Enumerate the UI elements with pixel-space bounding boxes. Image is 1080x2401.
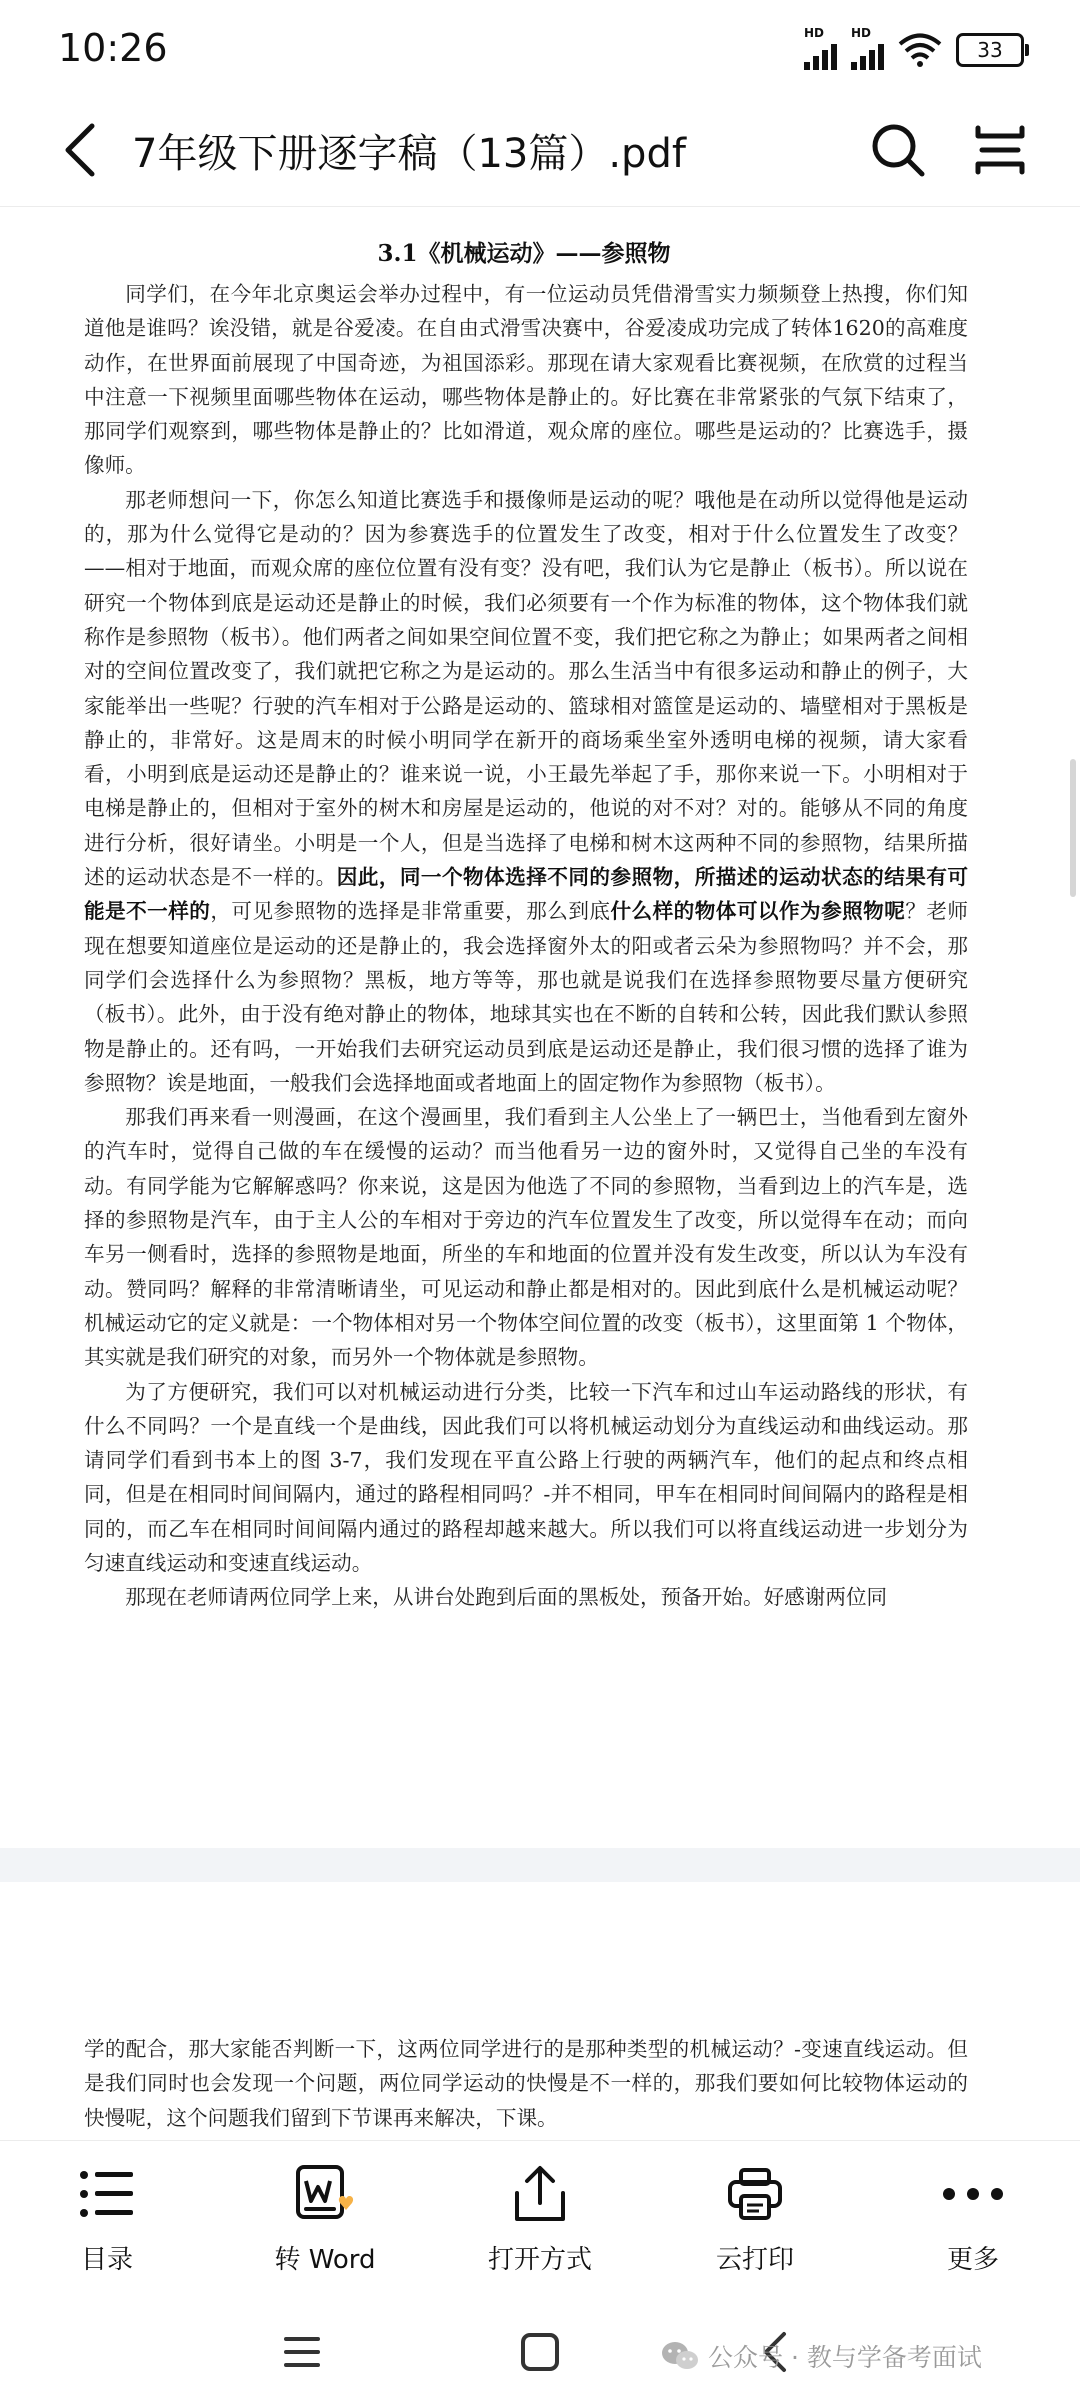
paragraph [84, 483, 968, 1100]
paragraph: 学的配合，那大家能否判断一下，这两位同学进行的是那种类型的机械运动？-变速直线运动。但是我们同时也会发现一个问题，两位同学运动的快慢是不一样的，那我们要如何比较物体运动的快慢呢，这个问题我们留到下节课再来解决，下课。 [84, 2037, 968, 2130]
signal-hd-label: HD [851, 26, 872, 40]
title-bar [0, 100, 1080, 207]
paragraph [84, 277, 968, 483]
signal-icon [851, 26, 884, 70]
toolbar-more-label: 更多 [946, 2245, 999, 2275]
toolbar-convert-word-button[interactable] [240, 2159, 410, 2276]
word-convert-icon [294, 2163, 356, 2225]
toolbar-cloud-print-label: 云打印 [715, 2245, 794, 2275]
printer-icon [726, 2166, 784, 2222]
fold-icon[interactable] [972, 122, 1028, 178]
text-segment: 那老师想问一下，你怎么知道比赛选手和摄像师是运动的呢？哦他是在动所以觉得他是运动的，那为什么觉得它是动的？因为参赛选手的位置发生了改变，相对于什么位置发生了改变？——相对于地面，而观众席的座位位置有没有变？没有吧，我们认为它是静止（板书）。所以说在研究一个物体到底是运动还是静止的时候，我们必须要有一个作为标准的物体，这个物体我们就称作是参照物（板书）。他们两者之间如果空间位置不变，我们把它称之为静止；如果两者之间相对的空间位置改变了，我们就把它称之为是运动的。那么生活当中有很多运动和静止的例子，大家能举出一些呢？行驶的汽车相对于公路是运动的、篮球相对篮筐是运动的、墙壁相对于黑板是静止的，非常好。这是周末的时候小明同学在新开的商场乘坐室外透明电梯的视频，请大家看看，小明到底是运动还是静止的？谁来说一说，小王最先举起了手，那你来说一下。小明相对于电梯是静止的，但相对于室外的树木和房屋是运动的，他说的对不对？对的。能够从不同的角度进行分析，很好请坐。小明是一个人，但是当选择了电梯和树木这两种不同的参照物，结果所描述的运动状态是不一样的。 [84, 487, 968, 890]
text-segment: ，可见参照物的选择是非常重要，那么到底 [210, 899, 611, 924]
toolbar-convert-word-label: 转 Word [274, 2245, 376, 2275]
toolbar-cloud-print-button[interactable] [670, 2159, 840, 2276]
bold-text: 因此，同一个物体选择不同的参照物，所描述的运动状态的结果有可能是不一样的 [84, 865, 968, 924]
signal-hd-label: HD [804, 26, 825, 40]
toolbar-catalog-label: 目录 [80, 2245, 133, 2275]
list-icon [79, 2169, 135, 2219]
document-body [84, 277, 968, 1615]
system-nav-bar [0, 2296, 1080, 2401]
document-title: 7年级下册逐字稿（13篇）.pdf [132, 131, 686, 177]
recent-apps-icon[interactable] [282, 2334, 322, 2370]
status-bar [0, 0, 1080, 100]
toolbar-open-with-button[interactable] [455, 2159, 625, 2276]
bold-text: 什么样的物体可以作为参照物呢 [610, 899, 906, 924]
watermark [660, 2338, 982, 2374]
search-icon[interactable] [868, 120, 928, 180]
paragraph [84, 1100, 968, 1374]
text-segment: 那现在老师请两位同学上来，从讲台处跑到后面的黑板处，预备开始。好感谢两位同 [125, 1585, 888, 1610]
signal-icon [804, 26, 837, 70]
document-heading: 3.1《机械运动》——参照物 [377, 240, 671, 267]
bottom-toolbar [0, 2140, 1080, 2296]
wechat-icon [660, 2340, 700, 2372]
toolbar-more-button[interactable] [888, 2159, 1058, 2276]
text-segment: 为了方便研究，我们可以对机械运动进行分类，比较一下汽车和过山车运动路线的形状，有什么不同吗？一个是直线一个是曲线，因此我们可以将机械运动划分为直线运动和曲线运动。那请同学们看到书本上的图 3-7，我们发现在平直公路上行驶的两辆汽车，他们的起点和终点相同，但是在相同时间间隔内，通过的路程相同吗？-并不相同，甲车在相同时间间隔内的路程是相同的，而乙车在相同时间间隔内通过的路程却越来越大。所以我们可以将直线运动进一步划分为匀速直线运动和变速直线运动。 [84, 1379, 968, 1575]
text-segment: ？老师现在想要知道座位是运动的还是静止的，我会选择窗外太的阳或者云朵为参照物吗？并不会，那同学们会选择什么为参照物？黑板，地方等等，那也就是说我们在选择参照物要尽量方便研究（板书）。此外，由于没有绝对静止的物体，地球其实也在不断的自转和公转，因此我们默认参照物是静止的。还有吗，一开始我们去研究运动员到底是运动还是静止，我们很习惯的选择了谁为参照物？诶是地面，一般我们会选择地面或者地面上的固定物作为参照物（板书）。 [84, 899, 969, 1095]
toolbar-catalog-button[interactable] [22, 2159, 192, 2276]
document-page[interactable] [0, 207, 1080, 1847]
watermark-text: 公众号 · 教与学备考面试 [708, 2343, 982, 2372]
paragraph [84, 1375, 968, 1581]
text-segment: 同学们，在今年北京奥运会举办过程中，有一位运动员凭借滑雪实力频频登上热搜，你们知道他是谁吗？诶没错，就是谷爱凌。在自由式滑雪决赛中，谷爱凌成功完成了转体1620的高难度动作，在世界面前展现了中国奇迹，为祖国添彩。那现在请大家观看比赛视频，在欣赏的过程当中注意一下视频里面哪些物体在运动，哪些物体是静止的。好比赛在非常紧张的气氛下结束了，那同学们观察到，哪些物体是静止的？比如滑道，观众席的座位。哪些是运动的？比赛选手，摄像师。 [84, 282, 968, 478]
back-arrow-icon[interactable] [56, 120, 106, 180]
page-divider [0, 1848, 1080, 1882]
document-body-page-2 [84, 2032, 968, 2135]
home-icon[interactable] [520, 2332, 560, 2372]
text-segment: 那我们再来看一则漫画，在这个漫画里，我们看到主人公坐上了一辆巴士，当他看到左窗外的汽车时，觉得自己做的车在缓慢的运动？而当他看另一边的窗外时，又觉得自己坐的车没有动。有同学能为它解解惑吗？你来说，这是因为他选了不同的参照物，当看到边上的汽车是，选择的参照物是汽车，由于主人公的车相对于旁边的汽车位置发生了改变，所以觉得车在动；而向车另一侧看时，选择的参照物是地面，所坐的车和地面的位置并没有发生改变，所以认为车没有动。赞同吗？解释的非常清晰请坐，可见运动和静止都是相对的。因此到底什么是机械运动呢？机械运动它的定义就是：一个物体相对另一个物体空间位置的改变（板书），这里面第 1 个物体，其实就是我们研究的对象，而另外一个物体就是参照物。 [84, 1105, 968, 1370]
document-page-2[interactable] [0, 1882, 1080, 2140]
battery-icon: 33 [956, 33, 1024, 67]
status-icons [804, 26, 1024, 70]
status-time: 10:26 [58, 26, 168, 70]
share-icon [511, 2163, 569, 2225]
paragraph [84, 1580, 968, 1614]
toolbar-open-with-label: 打开方式 [487, 2245, 592, 2275]
wifi-icon [898, 33, 942, 67]
scrollbar-thumb[interactable] [1070, 759, 1076, 897]
more-dots-icon [942, 2187, 1004, 2201]
